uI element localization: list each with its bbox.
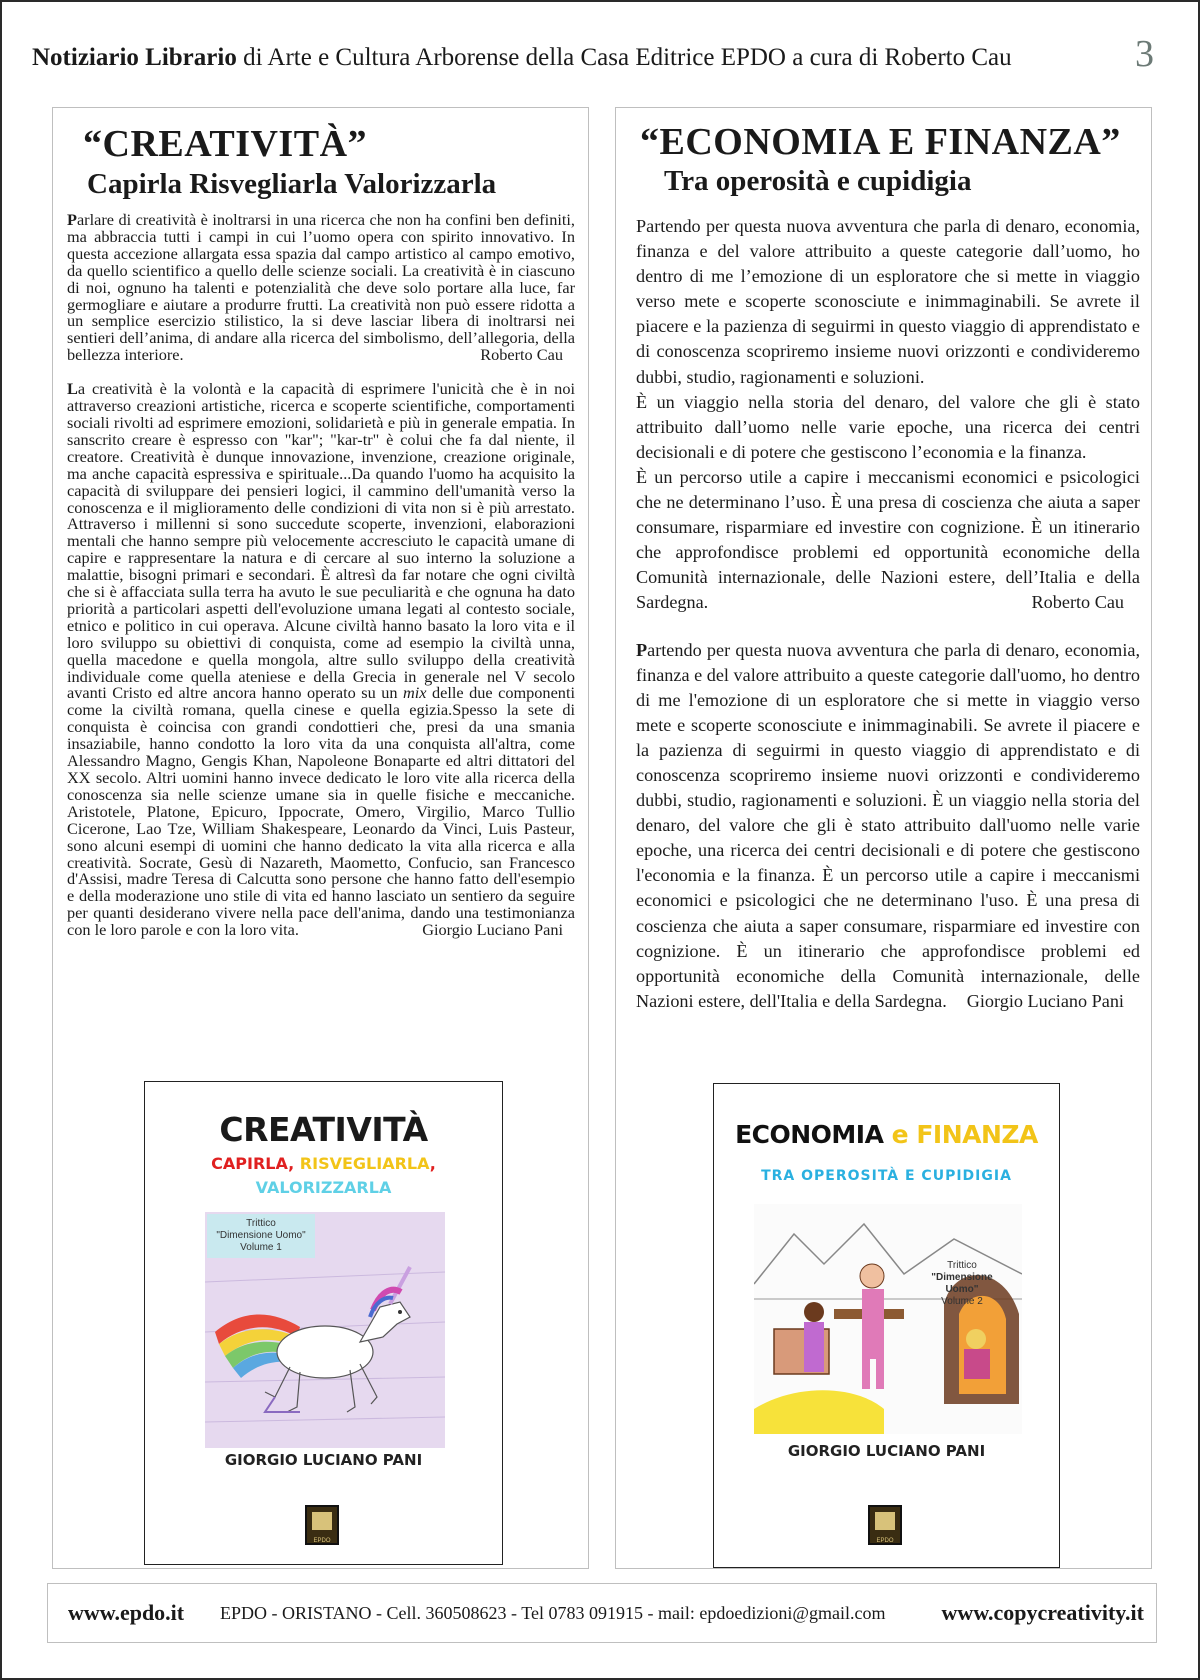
cover-right-series-box <box>914 1260 1010 1308</box>
cover-right-illustration <box>754 1204 1022 1434</box>
left-body-text-2: delle due componenti come la civiltà romana, quella cinese e quella egizia.Spesso la sete di conquista è coincisa con grandi condottieri che, presi da una smania insaziabile, hanno condotto la loro vita da una conquista all'altra, come Alessandro Magno, Gengis Khan, Napoleone Bonaparte ed altri dittatori del XX secolo. Altri uomini hanno invece dedicato le loro vite alla ricerca della conoscenza sia nelle scienze umane sia in quelle fisiche e meccaniche. Aristotele, Platone, Epicuro, Ippocrate, Omero, Virgilio, Marco Tullio Cicerone, Lao Tze, William Shakespeare, Leonardo da Vinci, Luis Pasteur, sono alcuni esempi di uomini che hanno dedicato la vita alla ricerca e alla creatività. Socrate, Gesù di Nazareth, Maometto, Confucio, san Francesco d'Assisi, madre Teresa di Calcutta sono persone che hanno fatto dell'esempio e della moderazione uno stile di vita ed hanno lasciato un sentiero da seguire per quanti desiderano vivere nella pace dell'anima, dando una testimonianza con le loro parole e con la loro vita. <box>67 683 575 940</box>
left-body-signature: Giorgio Luciano Pani <box>422 920 563 940</box>
left-body-italic: mix <box>403 683 427 703</box>
cover-left-subtitle-line1 <box>145 1154 502 1173</box>
footer-contact-info: EPDO - ORISTANO - Cell. 360508623 - Tel 0783 091915 - mail: epdoedizioni@gmail.com <box>220 1603 886 1623</box>
left-intro-dropcap: P <box>67 210 77 229</box>
right-article-text <box>636 214 1140 1014</box>
left-article-text <box>67 212 575 939</box>
cover-left-sub-valorizzarla: VALORIZZARLA <box>255 1178 392 1197</box>
left-intro-text: arlare di creatività è inoltrarsi in una ricerca che non ha confini ben definiti, ma abbraccia tutti i campi in cui l’uomo opera con spirito innovativo. In questa accezione allargata essa spazia dal campo artistico al campo emotivo, da quello scientifico a quello delle scienze sociali. La creatività è in ciascuno di noi, ognuno ha talenti e potenzialità che deve solo portare alla luce, far germogliare e aiutare a produrre frutti. La creatività non può essere ridotta a un semplice esercizio stilistico, la si deve lasciar libera di inoltrarsi nei sentieri dell’anima, di andare alla ricerca del simbolismo, dell’allegoria, della bellezza interiore. <box>67 210 575 365</box>
cover-left-publisher-mark: EPDO <box>313 1538 331 1544</box>
right-intro-paragraph-3 <box>636 465 1140 616</box>
header-title-rest: di Arte e Cultura Arborense della Casa Editrice EPDO a cura di Roberto Cau <box>236 44 1012 71</box>
cover-left-series-3: Volume 1 <box>240 1242 282 1253</box>
cover-right-title-economia: ECONOMIA <box>735 1120 892 1149</box>
cover-left-sub-comma: , <box>429 1154 436 1173</box>
header-title-bold: Notiziario Librario <box>32 44 237 71</box>
book-cover-economia-finanza <box>713 1083 1060 1568</box>
page-number: 3 <box>1135 33 1154 75</box>
left-article-box <box>52 107 589 1569</box>
cover-right-title-e: e <box>891 1120 917 1149</box>
right-body-dropcap: P <box>636 639 648 660</box>
cover-right-series-1: Trittico <box>947 1260 977 1271</box>
left-article-subtitle: Capirla Risvegliarla Valorizzarla <box>87 168 497 200</box>
left-intro-paragraph <box>67 212 575 364</box>
epdo-logo-icon <box>305 1505 339 1545</box>
workers-illustration <box>754 1204 1022 1434</box>
cover-right-series-2: "Dimensione Uomo" <box>931 1272 993 1295</box>
right-intro-signature: Roberto Cau <box>1031 592 1124 613</box>
cover-right-title-finanza: FINANZA <box>916 1120 1038 1149</box>
right-article-subtitle: Tra operosità e cupidigia <box>664 165 972 197</box>
right-body-signature: Giorgio Luciano Pani <box>966 990 1124 1011</box>
cover-left-series-2: "Dimensione Uomo" <box>216 1230 306 1241</box>
unicorn-illustration <box>205 1212 445 1448</box>
epdo-logo-icon <box>868 1505 902 1545</box>
cover-left-author: GIORGIO LUCIANO PANI <box>224 1451 423 1469</box>
left-intro-signature: Roberto Cau <box>480 345 563 365</box>
right-intro-text-3: È un percorso utile a capire i meccanismi economici e psicologici che ne determinano l’uso. È una presa di coscienza che aiuta a saper consumare, risparmiare ed investire con cognizione. È un itinerario che approfondisce problemi ed opportunità economiche della Comunità internazionale, delle Nazioni estere, dell’Italia e della Sardegna. <box>636 466 1140 613</box>
cover-left-series-1: Trittico <box>246 1218 276 1229</box>
left-body-text-1: a creatività è la volontà e la capacità di esprimere l'unicità che è in noi attraverso creazioni artistiche, ricerca e scoperte scientifiche, comportamenti sociali rivolti ad esprimere emozioni, solidarietà e più in generale empatia. In sanscrito creare è espresso con "kar"; "kar-tr" è colui che fa dal niente, il creatore. Creatività è dunque innovazione, invenzione, creazione originale, ma anche capacità espressiva e spirituale...Da quando l'uomo ha acquisito la capacità di sviluppare dei pensieri logici, il cammino dell'umanità verso la conoscenza e il miglioramento delle condizioni di vita non si è più arrestato. Attraverso i millenni si sono succedute scoperte, invenzioni, elaborazioni mentali che hanno sempre più velocemente accresciuto le capacità umane di capire e rappresentare la natura e di cercare al suo interno la soluzione a malattie, bisogni primari e secondari. È altresì da far notare che ogni civiltà che si è affacciata sulla terra ha avuto le sue peculiarità e che ognuna ha dato priorità a particolari aspetti dell'evoluzione umana legati al contesto sociale, etnico e politico in cui operava. Alcune civiltà hanno basato la loro vita e il loro sviluppo su obiettivi di conquista, come ad esempio la civiltà unna, quella macedone e quella mongola, altre sullo sviluppo della creatività individuale come quella ateniese e della Grecia in generale nel V secolo avanti Cristo ed altre ancora hanno operato su un <box>67 379 575 703</box>
left-body-dropcap: L <box>67 379 78 399</box>
cover-right-author: GIORGIO LUCIANO PANI <box>787 1442 986 1460</box>
right-body-paragraph <box>636 638 1140 1014</box>
right-body-text: artendo per questa nuova avventura che parla di denaro, economia, finanza e del valore attribuito a queste categorie dall'uomo, ho dentro di me l'emozione di un esploratore che si mette in viaggio verso mete e scoperte sconosciute e inimmaginabili. Se avrete il piacere e la pazienza di seguirmi in questo viaggio di apprendistato e di conoscenza scopriremo insieme nuovi orizzonti e condivideremo dubbi, studio, ragionamenti e soluzioni. È un viaggio nella storia del denaro, del valore che gli è stato attribuito dall'uomo nelle varie epoche, una ricerca dei centri decisionali e di potere che gestiscono l'economia e la finanza. È un percorso utile a capire i meccanismi economici e psicologici che ne determinano l'uso. È una presa di coscienza che aiuta a saper consumare, risparmiare ed investire con cognizione. È un itinerario che approfondisce problemi ed opportunità economiche della Comunità internazionale, delle Nazioni estere, dell'Italia e della Sardegna. <box>636 639 1140 1011</box>
page-footer <box>47 1583 1157 1643</box>
right-intro-paragraph-2: È un viaggio nella storia del denaro, del valore che gli è stato attribuito dall’uomo nelle varie epoche, una ricerca dei centri decisionali e di potere che gestiscono l’economia e la finanza. <box>636 391 1140 462</box>
right-intro-paragraph-1: Partendo per questa nuova avventura che parla di denaro, economia, finanza e del valore attribuito a queste categorie dall’uomo, ho dentro di me l’emozione di un esploratore che si mette in viaggio verso mete e scoperte sconosciute e inimmaginabili. Se avrete il piacere e la pazienza di seguirmi in questo viaggio di apprendistato e di conoscenza scopriremo insieme nuovi orizzonti e condivideremo dubbi, studio, ragionamenti e soluzioni. <box>636 216 1140 387</box>
footer-link-copycreativity[interactable]: www.copycreativity.it <box>941 1600 1144 1625</box>
right-article-box <box>615 107 1152 1569</box>
cover-left-illustration <box>205 1212 445 1448</box>
cover-left-title: CREATIVITÀ <box>219 1110 428 1149</box>
cover-left-sub-capirla: CAPIRLA, <box>211 1154 300 1173</box>
cover-right-publisher-mark: EPDO <box>876 1538 894 1544</box>
cover-right-subtitle: TRA OPEROSITÀ E CUPIDIGIA <box>761 1168 1012 1184</box>
book-cover-creativita <box>144 1081 503 1565</box>
left-article-title: “CREATIVITÀ” <box>83 123 368 165</box>
left-body-paragraph <box>67 381 575 939</box>
cover-right-title <box>714 1120 1059 1149</box>
footer-link-epdo[interactable]: www.epdo.it <box>68 1600 185 1625</box>
page-header <box>32 38 1112 78</box>
right-article-title: “ECONOMIA E FINANZA” <box>640 121 1121 163</box>
cover-right-series-3: Volume 2 <box>941 1296 983 1307</box>
cover-left-sub-risvegliarla: RISVEGLIARLA <box>299 1154 430 1173</box>
